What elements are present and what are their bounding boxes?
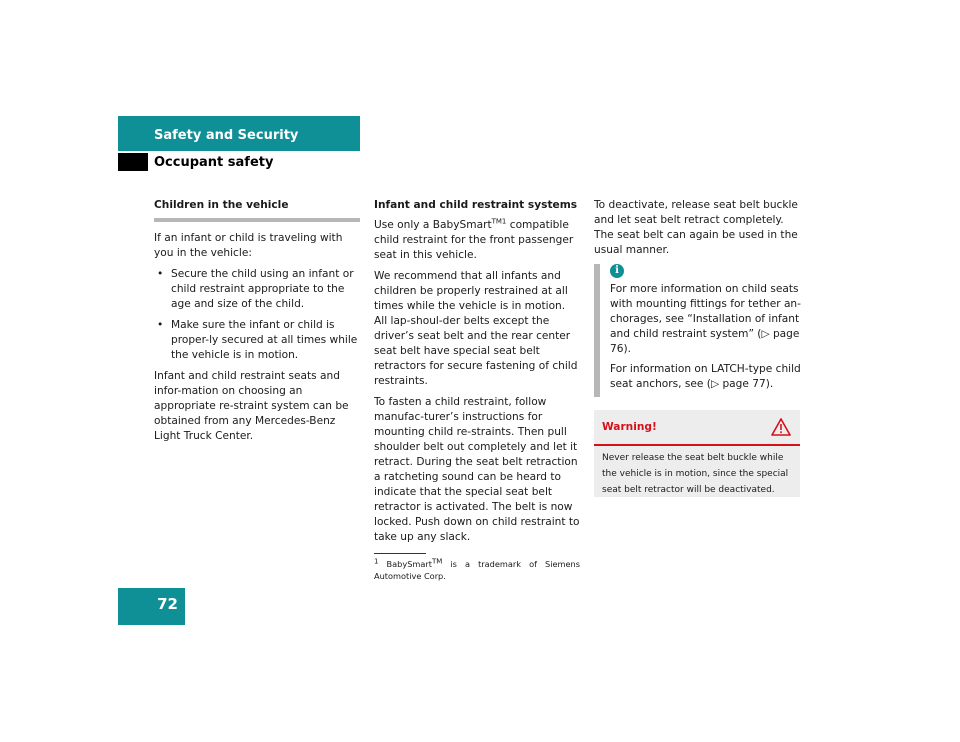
footnote-number: 1	[374, 557, 379, 566]
heading-children-in-vehicle: Children in the vehicle	[154, 198, 360, 222]
column-children-in-vehicle	[154, 198, 360, 450]
footnote-divider	[374, 553, 426, 554]
list-item: • Secure the child using an infant or child restraint appropriate to the age and size of the child.	[154, 267, 360, 312]
text-run: Use only a BabySmart	[374, 219, 492, 231]
page-number: 72	[157, 595, 178, 613]
info-text: For more information on child seats with mounting fittings for tether an-chorages, see “Installation of infant and child restraint system” (▷ page 76).	[610, 283, 801, 355]
warning-header	[594, 410, 800, 446]
warning-triangle-icon	[771, 418, 791, 436]
deactivate-paragraph: To deactivate, release seat belt buckle and let seat belt retract completely. The seat belt can again be used in the usual manner.	[594, 199, 798, 256]
column-deactivate	[594, 198, 802, 264]
text-run: is a trademark of Siemens Automotive Corp.	[374, 559, 581, 581]
info-icon: i	[610, 264, 624, 278]
recommendation-paragraph: We recommend that all infants and children be properly restrained at all times while the vehicle is in motion. All lap-shoul-der belts except the driver’s seat belt and the rear center seat belt have special seat belt retractors for secure fastening of child restraints.	[374, 270, 578, 387]
text-run: BabySmart	[386, 559, 432, 569]
heading-restraint-systems: Infant and child restraint systems	[374, 199, 578, 211]
subsection-title: Occupant safety	[154, 155, 274, 170]
bullet-list	[154, 267, 360, 363]
warning-text: Never release the seat belt buckle while the vehicle is in motion, since the special seat belt retractor will be deactivated.	[602, 453, 789, 495]
fastening-paragraph: To fasten a child restraint, follow manufac-turer’s instructions for mounting child re-straints. Then pull shoulder belt out completely and let it retract. During the seat belt retraction a ratcheting sound can be heard to indicate that the special seat belt retractor is activated. The belt is now locked. Push down on child restraint to take up any slack.	[374, 396, 580, 543]
warning-title: Warning!	[602, 421, 657, 433]
info-note	[594, 264, 820, 397]
section-title: Safety and Security	[154, 128, 299, 143]
subsection-marker	[118, 153, 148, 171]
text-run: compatible child restraint for the front passenger seat in this vehicle.	[374, 219, 574, 261]
footnote	[374, 558, 580, 582]
babysmart-paragraph	[374, 218, 580, 263]
intro-text: If an infant or child is traveling with you in the vehicle:	[154, 232, 343, 259]
trademark-superscript: TM1	[491, 217, 507, 226]
trademark-superscript: TM	[432, 557, 443, 566]
dealer-info-text: Infant and child restraint seats and infor-mation on choosing an appropriate re-straint system can be obtained from any Mercedes-Benz Light Truck Center.	[154, 370, 349, 442]
info-text: For information on LATCH-type child seat anchors, see (▷ page 77).	[610, 363, 801, 390]
list-item: • Make sure the infant or child is proper-ly secured at all times while the vehicle is in motion.	[154, 318, 360, 363]
warning-box	[594, 410, 800, 497]
column-restraint-systems	[374, 198, 580, 551]
